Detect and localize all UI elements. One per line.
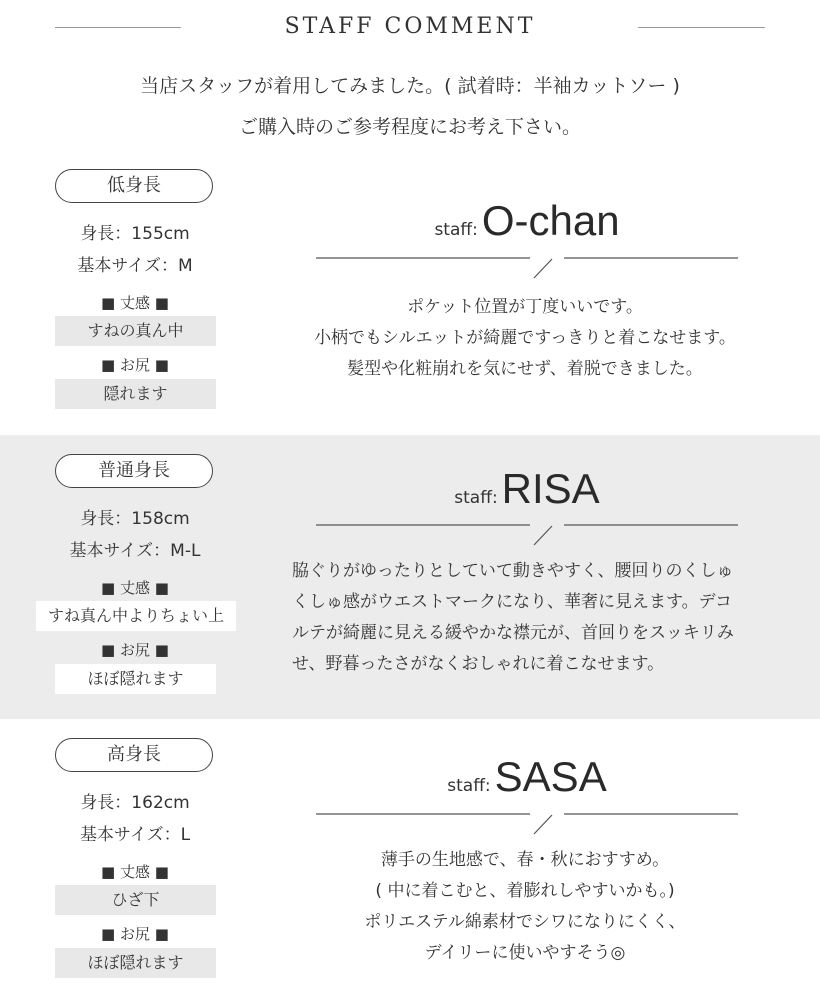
speech-rule	[316, 256, 738, 280]
comment-line: 脇ぐりがゆったりとしていて動きやすく、腰回りのくしゅ	[292, 561, 734, 581]
page-title: STAFF COMMENT	[284, 14, 536, 39]
staff-name-block	[316, 465, 738, 513]
staff-height: 身長：162cm	[80, 793, 190, 813]
staff-section-ochan	[0, 150, 820, 435]
comment-line: くしゅ感がウエストマークになり、華奢に見えます。デコ	[292, 592, 732, 612]
height-category-badge: 高身長	[55, 738, 213, 772]
comment-line: 髪型や化粧崩れを気にせず、着脱できました。	[347, 359, 703, 379]
staff-prefix: staff	[454, 488, 492, 508]
staff-comment	[290, 292, 760, 385]
hip-label: ■ お尻 ■	[101, 925, 169, 943]
staff-prefix: staff	[434, 220, 473, 240]
staff-colon: :	[484, 776, 491, 796]
title-rule-right	[638, 27, 765, 28]
staff-size: 基本サイズ：M-L	[69, 541, 201, 561]
staff-height: 身長：155cm	[80, 224, 190, 244]
height-category-badge: 普通身長	[55, 454, 213, 488]
intro-line-1: 当店スタッフが着用してみました。( 試着時：半袖カットソー )	[140, 75, 680, 97]
speech-rule	[316, 523, 738, 547]
staff-name-block	[316, 753, 738, 801]
speech-rule	[316, 812, 738, 836]
staff-height: 身長：158cm	[80, 509, 190, 529]
length-value: すね真ん中よりちょい上	[36, 601, 236, 631]
comment-line: 薄手の生地感で、春・秋におすすめ。	[380, 850, 670, 870]
staff-comment	[292, 556, 772, 680]
staff-colon: :	[472, 220, 478, 240]
hip-label: ■ お尻 ■	[101, 641, 169, 659]
comment-line: ポリエステル綿素材でシワになりにくく、	[364, 912, 686, 932]
comment-line: ポケット位置が丁度いいです。	[407, 297, 643, 317]
comment-line: せ、野暮ったさがなくおしゃれに着こなせます。	[292, 654, 665, 674]
length-label: ■ 丈感 ■	[101, 863, 169, 881]
staff-name: O-chan	[481, 197, 620, 244]
staff-prefix: staff	[447, 776, 485, 796]
length-value: すねの真ん中	[55, 316, 216, 346]
staff-size: 基本サイズ：M	[77, 256, 193, 276]
staff-colon: :	[491, 488, 498, 508]
intro-line-2: ご購入時のご参考程度にお考え下さい。	[238, 116, 581, 138]
length-label: ■ 丈感 ■	[101, 294, 169, 312]
header	[0, 0, 820, 150]
staff-size: 基本サイズ：L	[79, 825, 191, 845]
staff-name: SASA	[494, 753, 607, 800]
height-category-badge: 低身長	[55, 169, 213, 203]
length-value: ひざ下	[55, 885, 216, 915]
comment-line: ( 中に着こむと、着膨れしやすいかも。)	[375, 881, 675, 901]
staff-section-sasa	[0, 719, 820, 1000]
comment-line: デイリーに使いやすそう◎	[424, 943, 626, 963]
comment-line: 小柄でもシルエットが綺麗ですっきりと着こなせます。	[314, 328, 736, 348]
hip-value: ほぼ隠れます	[55, 948, 216, 978]
staff-name-block	[316, 197, 738, 245]
hip-value: ほぼ隠れます	[55, 664, 216, 694]
hip-value: 隠れます	[55, 379, 216, 409]
staff-section-risa	[0, 435, 820, 719]
comment-line: ルテが綺麗に見える緩やかな襟元が、首回りをスッキリみ	[292, 623, 734, 643]
staff-name: RISA	[501, 465, 600, 512]
staff-comment	[290, 845, 760, 969]
length-label: ■ 丈感 ■	[101, 579, 169, 597]
hip-label: ■ お尻 ■	[101, 356, 169, 374]
